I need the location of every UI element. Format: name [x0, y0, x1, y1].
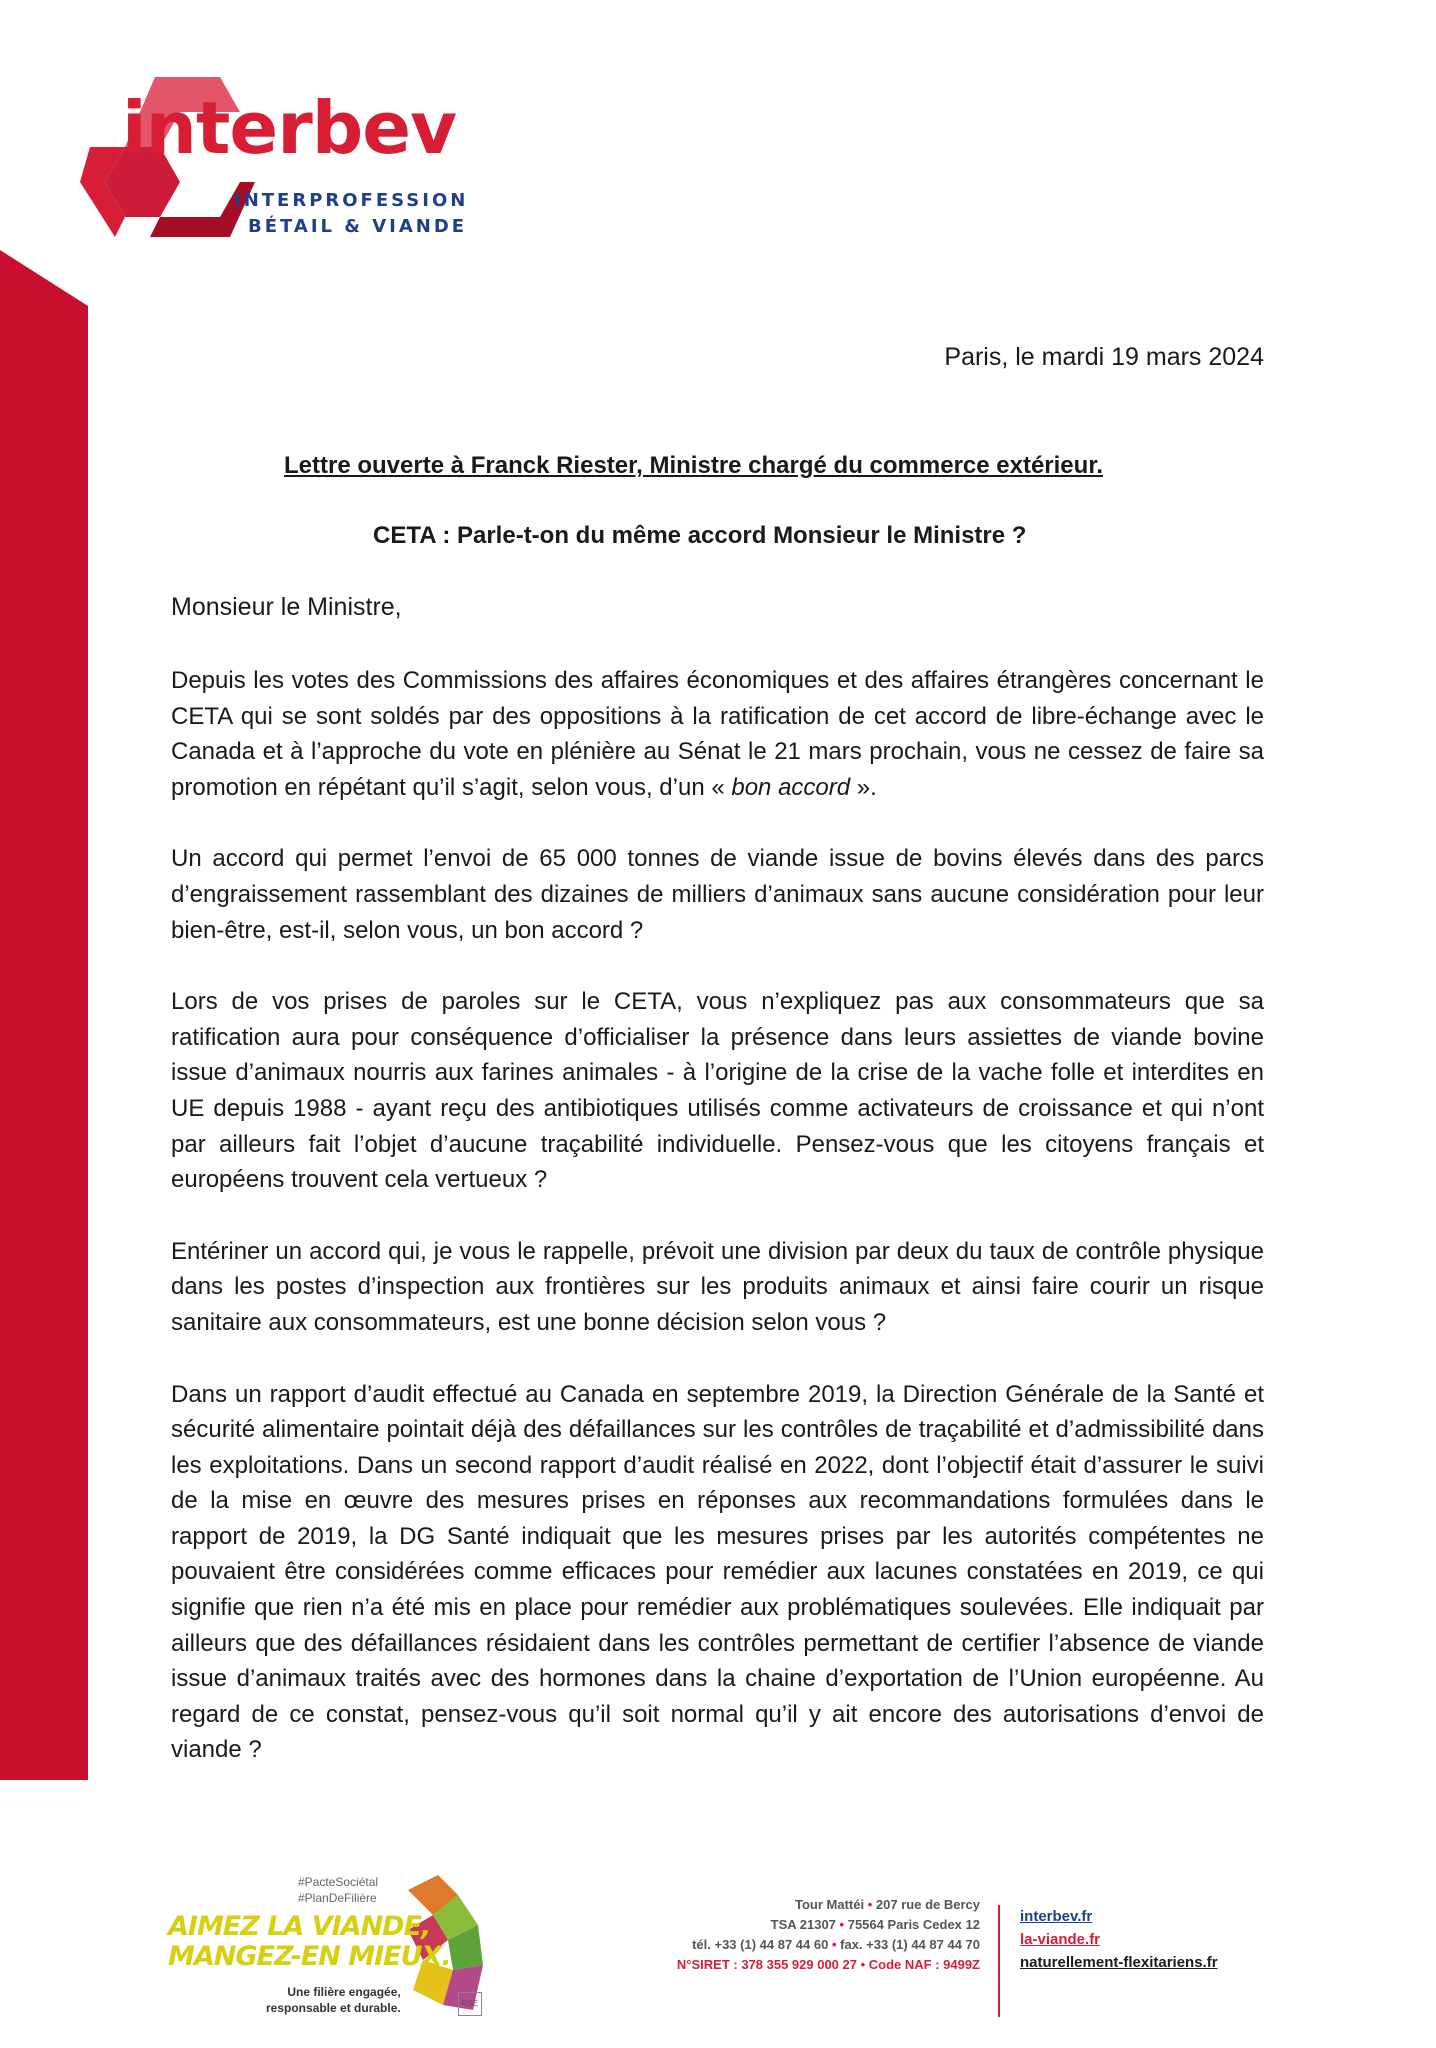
hashtag-pacte: #PacteSociétal [298, 1875, 379, 1889]
address-fax: fax. +33 (1) 44 87 44 70 [840, 1937, 980, 1952]
rse-badge: RSE [458, 1992, 482, 2016]
page-footer [0, 1860, 1436, 2030]
red-side-band [0, 250, 88, 1780]
interbev-logo [80, 72, 480, 247]
address-building: Tour Mattéi [795, 1897, 865, 1912]
link-interbev[interactable]: interbev.fr [1020, 1908, 1093, 1925]
address-street: 207 rue de Bercy [875, 1897, 980, 1912]
paragraph-4: Entériner un accord qui, je vous le rappelle, prévoit une division par deux du taux de contrôle physique dans les postes d’inspection aux frontières sur les produits animaux et ainsi faire courir un risque sanitaire aux consommateurs, est une bonne décision selon vous ? [171, 1237, 1264, 1336]
footer-links [1020, 1905, 1218, 1974]
tagline-line-1: Une filière engagée, [287, 1985, 401, 1999]
paragraph-5: Dans un rapport d’audit effectué au Canada en septembre 2019, la Direction Générale de la Santé et sécurité alimentaire pointait déjà des défaillances sur les contrôles de traçabilité et d’admissibilité dans les exploitations. Dans un second rapport d’audit réalisé en 2022, dont l’objectif était d’assurer le suivi de la mise en œuvre des mesures prises en réponses aux recommandations formulées dans le rapport de 2019, la DG Santé indiquait que les mesures prises par les autorités compétentes ne pouvaient être considérées comme efficaces pour remédier aux lacunes constatées en 2019, ce qui signifie que rien n’a été mis en place pour remédier aux problématiques soulevées. Elle indiquait par ailleurs que des défaillances résidaient dans les contrôles permettant de certifier l’absence de viande issue d’animaux traités avec des hormones dans la chaine d’exportation de l’Union européenne. Au regard de ce constat, pensez-vous qu’il soit normal qu’il y ait encore des autorisations d’envoi de viande ? [171, 1380, 1264, 1764]
logo-line-betail-viande: BÉTAIL & VIANDE [248, 216, 468, 237]
letter-body [171, 663, 1264, 1804]
footer-divider [998, 1905, 1000, 2017]
campaign-tagline [266, 1984, 401, 2016]
paragraph-1 [171, 663, 1264, 805]
letter-date: Paris, le mardi 19 mars 2024 [944, 343, 1264, 371]
address-tsa: TSA 21307 [770, 1917, 836, 1932]
tagline-line-2: responsable et durable. [266, 2001, 401, 2015]
letter-subtitle: CETA : Parle-t-on du même accord Monsieur le Ministre ? [373, 522, 1027, 549]
paragraph-1-emphasis: bon accord [731, 773, 851, 801]
paragraph-2: Un accord qui permet l’envoi de 65 000 tonnes de viande issue de bovins élevés dans des parcs d’engraissement rassemblant des dizaines de milliers d’animaux sans aucune considération pour leur bien-être, est-il, selon vous, un bon accord ? [171, 845, 1264, 944]
hashtag-plan: #PlanDeFilière [298, 1891, 377, 1905]
address-line-3: tél. +33 (1) 44 87 44 60 • fax. +33 (1) 44 87 44 70 [692, 1937, 980, 1952]
paragraph-1-text: Depuis les votes des Commissions des affaires économiques et des affaires étrangères concernant le CETA qui se sont soldés par des oppositions à la ratification de cet accord de libre-échange avec le Canada et à l’approche du vote en plénière au Sénat le 21 mars prochain, vous ne cessez de faire sa promotion en répétant qu’il s’agit, selon vous, d’un « [171, 667, 1264, 801]
address-line-1: Tour Mattéi • 207 rue de Bercy [795, 1897, 980, 1912]
campaign-logo [168, 1860, 498, 2030]
postal-address [677, 1895, 980, 1975]
address-siret: N°SIRET : 378 355 929 000 27 • Code NAF : 9499Z [676, 1957, 980, 1972]
letter-greeting: Monsieur le Ministre, [171, 593, 402, 621]
paragraph-3: Lors de vos prises de paroles sur le CETA, vous n’expliquez pas aux consommateurs que sa ratification aura pour conséquence d’officialiser la présence dans leurs assiettes de viande bovine issue d’animaux nourris aux farines animales - à l’origine de la crise de la vache folle et interdites en UE depuis 1988 - ayant reçu des antibiotiques utilisés comme activateurs de croissance et qui n’ont par ailleurs fait l’objet d’aucune traçabilité individuelle. Pensez-vous que les citoyens français et européens trouvent cela vertueux ? [171, 988, 1264, 1194]
logo-wordmark: interbev [122, 86, 456, 170]
link-la-viande[interactable]: la-viande.fr [1020, 1931, 1101, 1948]
hashtags [298, 1874, 378, 1906]
campaign-slogan [168, 1912, 451, 1972]
logo-line-interprofession: INTERPROFESSION [234, 190, 469, 211]
letter-title: Lettre ouverte à Franck Riester, Ministre chargé du commerce extérieur. [284, 452, 1103, 479]
address-city: 75564 Paris Cedex 12 [847, 1917, 980, 1932]
address-line-2: TSA 21307 • 75564 Paris Cedex 12 [770, 1917, 980, 1932]
paragraph-1-end: ». [856, 773, 877, 801]
address-phone: tél. +33 (1) 44 87 44 60 [692, 1937, 829, 1952]
link-flexitariens[interactable]: naturellement-flexitariens.fr [1020, 1954, 1218, 1971]
slogan-line-2: MANGEZ-EN MIEUX. [168, 1941, 451, 1972]
slogan-line-1: AIMEZ LA VIANDE, [168, 1911, 431, 1942]
